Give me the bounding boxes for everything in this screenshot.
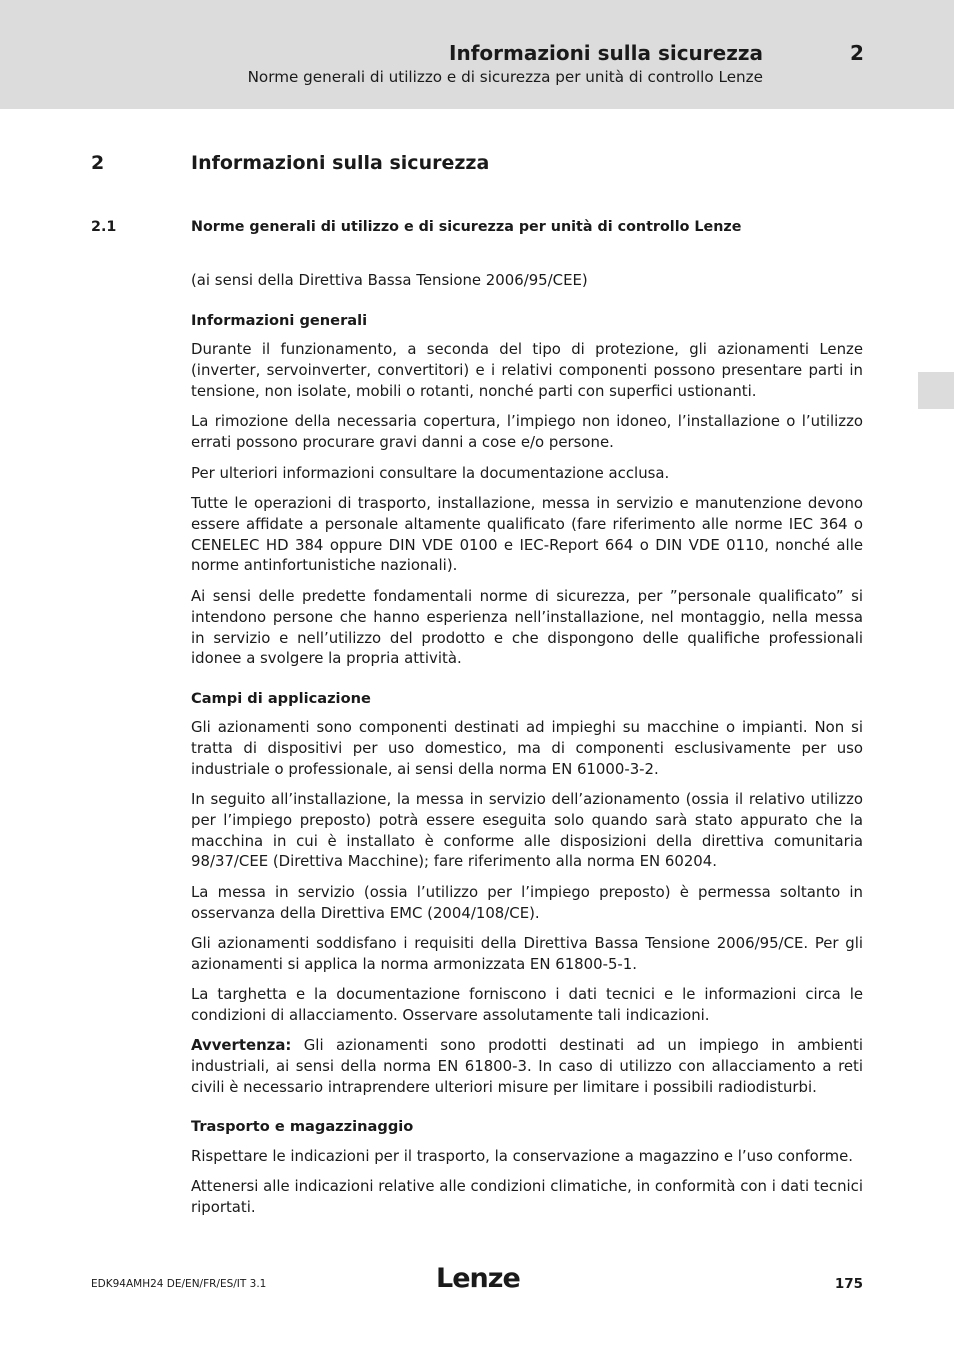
paragraph: La targhetta e la documentazione forniscono i dati tecnici e le informazioni circa le condizioni di allacciamento. Osservare assolutamente tali indicazioni. — [191, 985, 863, 1024]
header-title: Informazioni sulla sicurezza — [449, 41, 763, 65]
paragraph: In seguito all’installazione, la messa in servizio dell’azionamento (ossia il relativo utilizzo per l’impiego preposto) potrà essere eseguita solo quando sarà stato appurato che la macchina in cui è installato è conforme alle disposizioni della direttiva comunitaria 98/37/CEE (Direttiva Macchine); fare riferimento alla norma EN 60204. — [191, 790, 863, 871]
page-number: 175 — [834, 1276, 863, 1292]
subheading-general: Informazioni generali — [191, 312, 368, 329]
paragraph: Tutte le operazioni di trasporto, installazione, messa in servizio e manutenzione devono essere affidate a personale altamente qualificato (fare riferimento alle norme IEC 364 o CENELEC HD 384 oppure DIN VDE 0100 e IEC-Report 664 o DIN VDE 0110, nonché alle norme antinfortunistiche nazionali). — [191, 494, 863, 575]
paragraph: Rispettare le indicazioni per il trasporto, la conservazione a magazzino e l’uso conforme. — [191, 1147, 854, 1165]
paragraph: La rimozione della necessaria copertura, l’impiego non idoneo, l’installazione o l’utilizzo errati possono procurare gravi danni a cose e/o persone. — [191, 412, 863, 451]
section-title: Norme generali di utilizzo e di sicurezza per unità di controllo Lenze — [191, 219, 742, 235]
section-number: 2.1 — [91, 219, 117, 235]
warning-text: Gli azionamenti sono prodotti destinati ad un impiego in ambienti industriali, ai sensi della norma EN 61800-3. In caso di utilizzo con allacciamento a reti civili è necessario intraprendere ulteriori misure per limitare i possibili radiodisturbi. — [191, 1036, 863, 1096]
paragraph: Durante il funzionamento, a seconda del tipo di protezione, gli azionamenti Lenze (inverter, servoinverter, convertitori) e i relativi componenti possono presentare parti in tensione, non isolate, mobili o rotanti, nonché parti con superfici ustionanti. — [191, 340, 863, 400]
header-subtitle: Norme generali di utilizzo e di sicurezza per unità di controllo Lenze — [247, 68, 763, 86]
paragraph: La messa in servizio (ossia l’utilizzo per l’impiego preposto) è permessa soltanto in osservanza della Direttiva EMC (2004/108/CE). — [191, 883, 863, 922]
warning-paragraph — [191, 1035, 863, 1097]
lenze-logo: Lenze — [436, 1263, 520, 1294]
paragraph: Ai sensi delle predette fondamentali norme di sicurezza, per ”personale qualificato” si intendono persone che hanno esperienza nell’installazione, nel montaggio, nella messa in servizio e nell’utilizzo del prodotto e che dispongono delle qualifiche professionali idonee a svolgere la propria attività. — [191, 587, 863, 668]
subheading-application: Campi di applicazione — [191, 690, 371, 707]
chapter-number: 2 — [91, 152, 105, 174]
subheading-transport: Trasporto e magazzinaggio — [191, 1118, 414, 1135]
paragraph: Attenersi alle indicazioni relative alle condizioni climatiche, in conformità con i dati tecnici riportati. — [191, 1177, 863, 1216]
footer-doc-id: EDK94AMH24 DE/EN/FR/ES/IT 3.1 — [91, 1278, 267, 1290]
paragraph: Gli azionamenti sono componenti destinati ad impieghi su macchine o impianti. Non si tratta di dispositivi per uso domestico, ma di componenti esclusivamente per uso industriale o professionale, ai sensi della norma EN 61000-3-2. — [191, 718, 863, 778]
header-chapter-number: 2 — [850, 41, 864, 65]
intro-text: (ai sensi della Direttiva Bassa Tensione 2006/95/CEE) — [191, 271, 588, 289]
paragraph: Gli azionamenti soddisfano i requisiti della Direttiva Bassa Tensione 2006/95/CE. Per gli azionamenti si applica la norma armonizzata EN 61800-5-1. — [191, 934, 863, 973]
warning-label: Avvertenza: — [191, 1036, 292, 1054]
chapter-side-tab — [918, 372, 954, 409]
paragraph: Per ulteriori informazioni consultare la documentazione acclusa. — [191, 464, 670, 482]
chapter-title: Informazioni sulla sicurezza — [191, 152, 490, 174]
